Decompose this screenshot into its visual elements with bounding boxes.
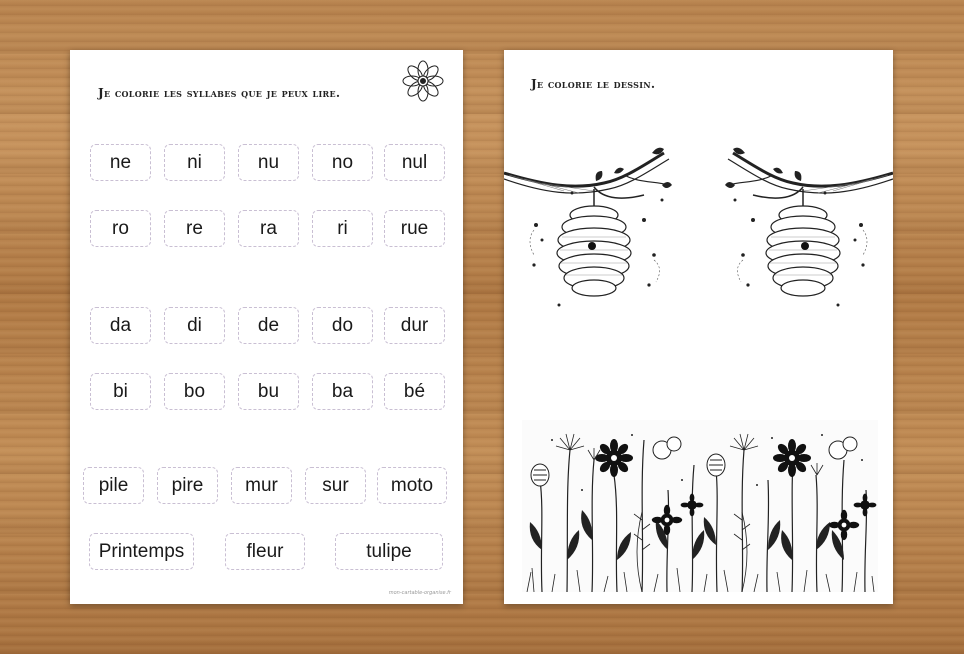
word-printemps[interactable]: Printemps [89,533,194,570]
syllable-ra[interactable]: ra [238,210,299,247]
syllable-no[interactable]: no [312,144,373,181]
footer-credit: mon-cartable-organise.fr [388,590,451,596]
mandala-flower-icon [401,59,445,103]
word-moto[interactable]: moto [377,467,447,504]
word-tulipe[interactable]: tulipe [335,533,443,570]
word-pire[interactable]: pire [157,467,218,504]
wildflowers-illustration[interactable] [522,420,878,592]
syllable-rue[interactable]: rue [384,210,445,247]
syllable-bi[interactable]: bi [90,373,151,410]
worksheet-page-coloring [504,50,893,604]
syllable-dur[interactable]: dur [384,307,445,344]
word-fleur[interactable]: fleur [225,533,305,570]
word-sur[interactable]: sur [305,467,366,504]
word-pile[interactable]: pile [83,467,144,504]
syllable-be[interactable]: bé [384,373,445,410]
syllable-bo[interactable]: bo [164,373,225,410]
syllable-nu[interactable]: nu [238,144,299,181]
syllable-ri[interactable]: ri [312,210,373,247]
syllable-nul[interactable]: nul [384,144,445,181]
syllable-ro[interactable]: ro [90,210,151,247]
syllable-di[interactable]: di [164,307,225,344]
worksheet-page-syllables [70,50,463,604]
syllable-ne[interactable]: ne [90,144,151,181]
beehive-illustration[interactable] [504,145,893,310]
syllable-de[interactable]: de [238,307,299,344]
page-title: Je colorie le dessin. [531,77,656,91]
syllable-da[interactable]: da [90,307,151,344]
syllable-re[interactable]: re [164,210,225,247]
page-title: Je colorie les syllabes que je peux lire. [98,86,341,100]
syllable-bu[interactable]: bu [238,373,299,410]
syllable-ni[interactable]: ni [164,144,225,181]
syllable-do[interactable]: do [312,307,373,344]
syllable-ba[interactable]: ba [312,373,373,410]
word-mur[interactable]: mur [231,467,292,504]
